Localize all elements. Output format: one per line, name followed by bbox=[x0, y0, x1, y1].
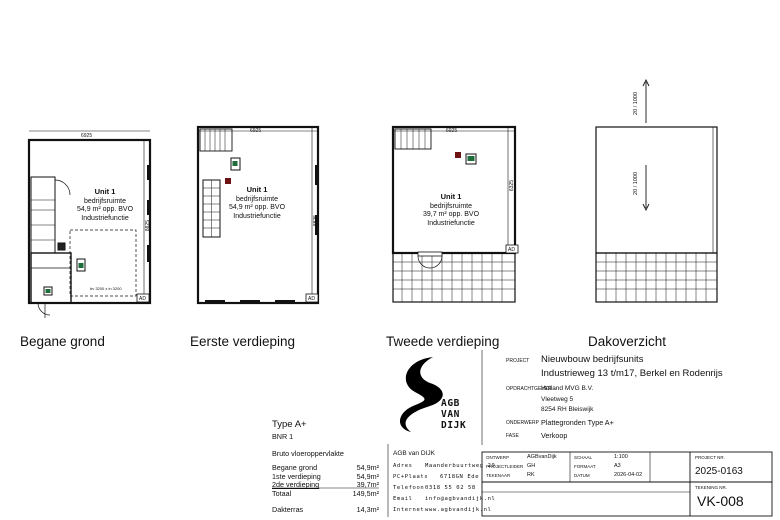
subject-label: ONDERWERP bbox=[506, 420, 539, 426]
area-row-name: 1ste verdieping bbox=[272, 472, 321, 481]
schaal-value: 1:100 bbox=[614, 454, 628, 460]
begane-unit-label bbox=[70, 188, 140, 223]
eerste-unit-type: Industriefunctie bbox=[233, 212, 281, 220]
logo-text-line: AGB bbox=[441, 398, 460, 409]
begane-depth-dim: 8825 bbox=[145, 220, 151, 232]
area-row-value: 54,9m² bbox=[356, 472, 379, 481]
formaat-value: A3 bbox=[614, 463, 621, 469]
phase-label: FASE bbox=[506, 433, 519, 439]
client-city: 8254 RH Bleiswijk bbox=[541, 406, 594, 413]
contact-key: Adres bbox=[393, 463, 413, 469]
tweede-unit-name: Unit 1 bbox=[440, 192, 462, 201]
company-name: AGB van DIJK bbox=[393, 450, 435, 457]
area-row-value: 39,7m² bbox=[356, 480, 379, 489]
project-line2: Industrieweg 13 t/m17, Berkel en Rodenrijs bbox=[541, 368, 723, 379]
contact-value[interactable]: www.agbvandijk.nl bbox=[425, 507, 492, 513]
terrace-name: Dakterras bbox=[272, 505, 304, 514]
ontwerp-value: AGBvanDijk bbox=[527, 454, 557, 460]
tweede-unit-label bbox=[416, 193, 486, 228]
label-begane-grond: Begane grond bbox=[20, 334, 105, 349]
contact-key: PC+Plaats bbox=[393, 474, 429, 480]
datum-label: DATUM bbox=[574, 473, 590, 478]
begane-small-dim: bv 3200 x in 3200 bbox=[90, 286, 122, 291]
tweede-depth-dim: 6325 bbox=[509, 180, 515, 192]
projectnr-value: 2025-0163 bbox=[695, 466, 743, 477]
tweede-unit-area: 39,7 m² opp. BVO bbox=[422, 211, 480, 218]
begane-unit-area: 54,9 m² opp. BVO bbox=[76, 206, 134, 213]
eerste-depth-dim: 8825 bbox=[313, 215, 319, 227]
project-label: PROJECT bbox=[506, 358, 530, 364]
subject-value: Plattegronden Type A+ bbox=[541, 418, 614, 427]
area-total-name: Totaal bbox=[272, 489, 292, 498]
client-label: OPDRACHTGEVER bbox=[506, 386, 552, 392]
contact-value: Maanderbuurtweg 29 bbox=[425, 463, 496, 469]
contact-key: Email bbox=[393, 496, 413, 502]
logo-text bbox=[441, 398, 466, 431]
tweede-ad-tag: AD bbox=[508, 247, 515, 253]
begane-unit-type: Industriefunctie bbox=[81, 214, 129, 222]
logo-text-line: DIJK bbox=[441, 420, 467, 431]
eerste-unit-area: 54,9 m² opp. BVO bbox=[228, 204, 286, 211]
logo-mark bbox=[400, 357, 443, 432]
label-dakoverzicht: Dakoverzicht bbox=[588, 334, 667, 349]
begane-unit-name: Unit 1 bbox=[94, 187, 116, 196]
eerste-unit-name: Unit 1 bbox=[246, 185, 268, 194]
logo-text-line: VAN bbox=[441, 409, 460, 420]
label-eerste-verdieping: Eerste verdieping bbox=[190, 334, 296, 349]
contact-value: 0318 55 02 58 bbox=[425, 485, 476, 491]
client-name: Holland MVG B.V. bbox=[541, 385, 594, 392]
datum-value: 2026-04-02 bbox=[614, 472, 643, 478]
phase-value: Verkoop bbox=[541, 431, 568, 440]
begane-ad-tag: AD bbox=[139, 296, 146, 302]
contact-value: 6718GN Ede bbox=[440, 474, 480, 480]
tekenaar-label: TEKENAAR bbox=[486, 473, 511, 478]
dak-slope-bottom: 20 / 1000 bbox=[633, 172, 639, 195]
terrace-value: 14,3m² bbox=[356, 505, 379, 514]
project-line1: Nieuwbouw bedrijfsunits bbox=[541, 354, 644, 365]
area-row-name: 2de verdieping bbox=[272, 480, 320, 489]
client-street: Vleetweg 5 bbox=[541, 396, 574, 403]
label-tweede-verdieping: Tweede verdieping bbox=[386, 334, 500, 349]
begane-width-dim: 6925 bbox=[81, 133, 93, 139]
tweede-unit-type: Industriefunctie bbox=[427, 219, 475, 227]
contact-value[interactable]: info@agbvandijk.nl bbox=[425, 496, 496, 502]
plan-dakoverzicht bbox=[596, 80, 717, 302]
eerste-ad-tag: AD bbox=[308, 296, 315, 302]
contact-key: Telefoon bbox=[393, 485, 425, 491]
area-row-name: Begane grond bbox=[272, 463, 318, 472]
area-total-value: 149,5m² bbox=[352, 489, 379, 498]
contact-key: Internet bbox=[393, 507, 425, 513]
bnr-label: BNR 1 bbox=[272, 432, 294, 441]
formaat-label: FORMAAT bbox=[574, 464, 596, 469]
tekeningnr-label: TEKENING NR. bbox=[695, 485, 728, 490]
area-title: Bruto vloeroppervlakte bbox=[272, 449, 344, 458]
type-label: Type A+ bbox=[272, 419, 307, 430]
projectleider-value: GH bbox=[527, 463, 536, 469]
projectleider-label: PROJECTLEIDER bbox=[486, 464, 524, 469]
eerste-unit-label bbox=[222, 186, 292, 221]
ontwerp-label: ONTWERP bbox=[486, 455, 509, 460]
dak-slope-top: 20 / 1000 bbox=[633, 92, 639, 115]
tekeningnr-value: VK-008 bbox=[697, 493, 744, 509]
schaal-label: SCHAAL bbox=[574, 455, 593, 460]
area-row-value: 54,9m² bbox=[356, 463, 379, 472]
projectnr-label: PROJECT NR. bbox=[695, 455, 725, 460]
tweede-width-dim: 6925 bbox=[446, 128, 458, 134]
eerste-unit-func: bedrijfsruimte bbox=[235, 195, 278, 203]
tekenaar-value: RK bbox=[527, 472, 535, 478]
eerste-width-dim: 6925 bbox=[250, 128, 262, 134]
begane-unit-func: bedrijfsruimte bbox=[83, 197, 126, 205]
tweede-unit-func: bedrijfsruimte bbox=[429, 202, 472, 210]
